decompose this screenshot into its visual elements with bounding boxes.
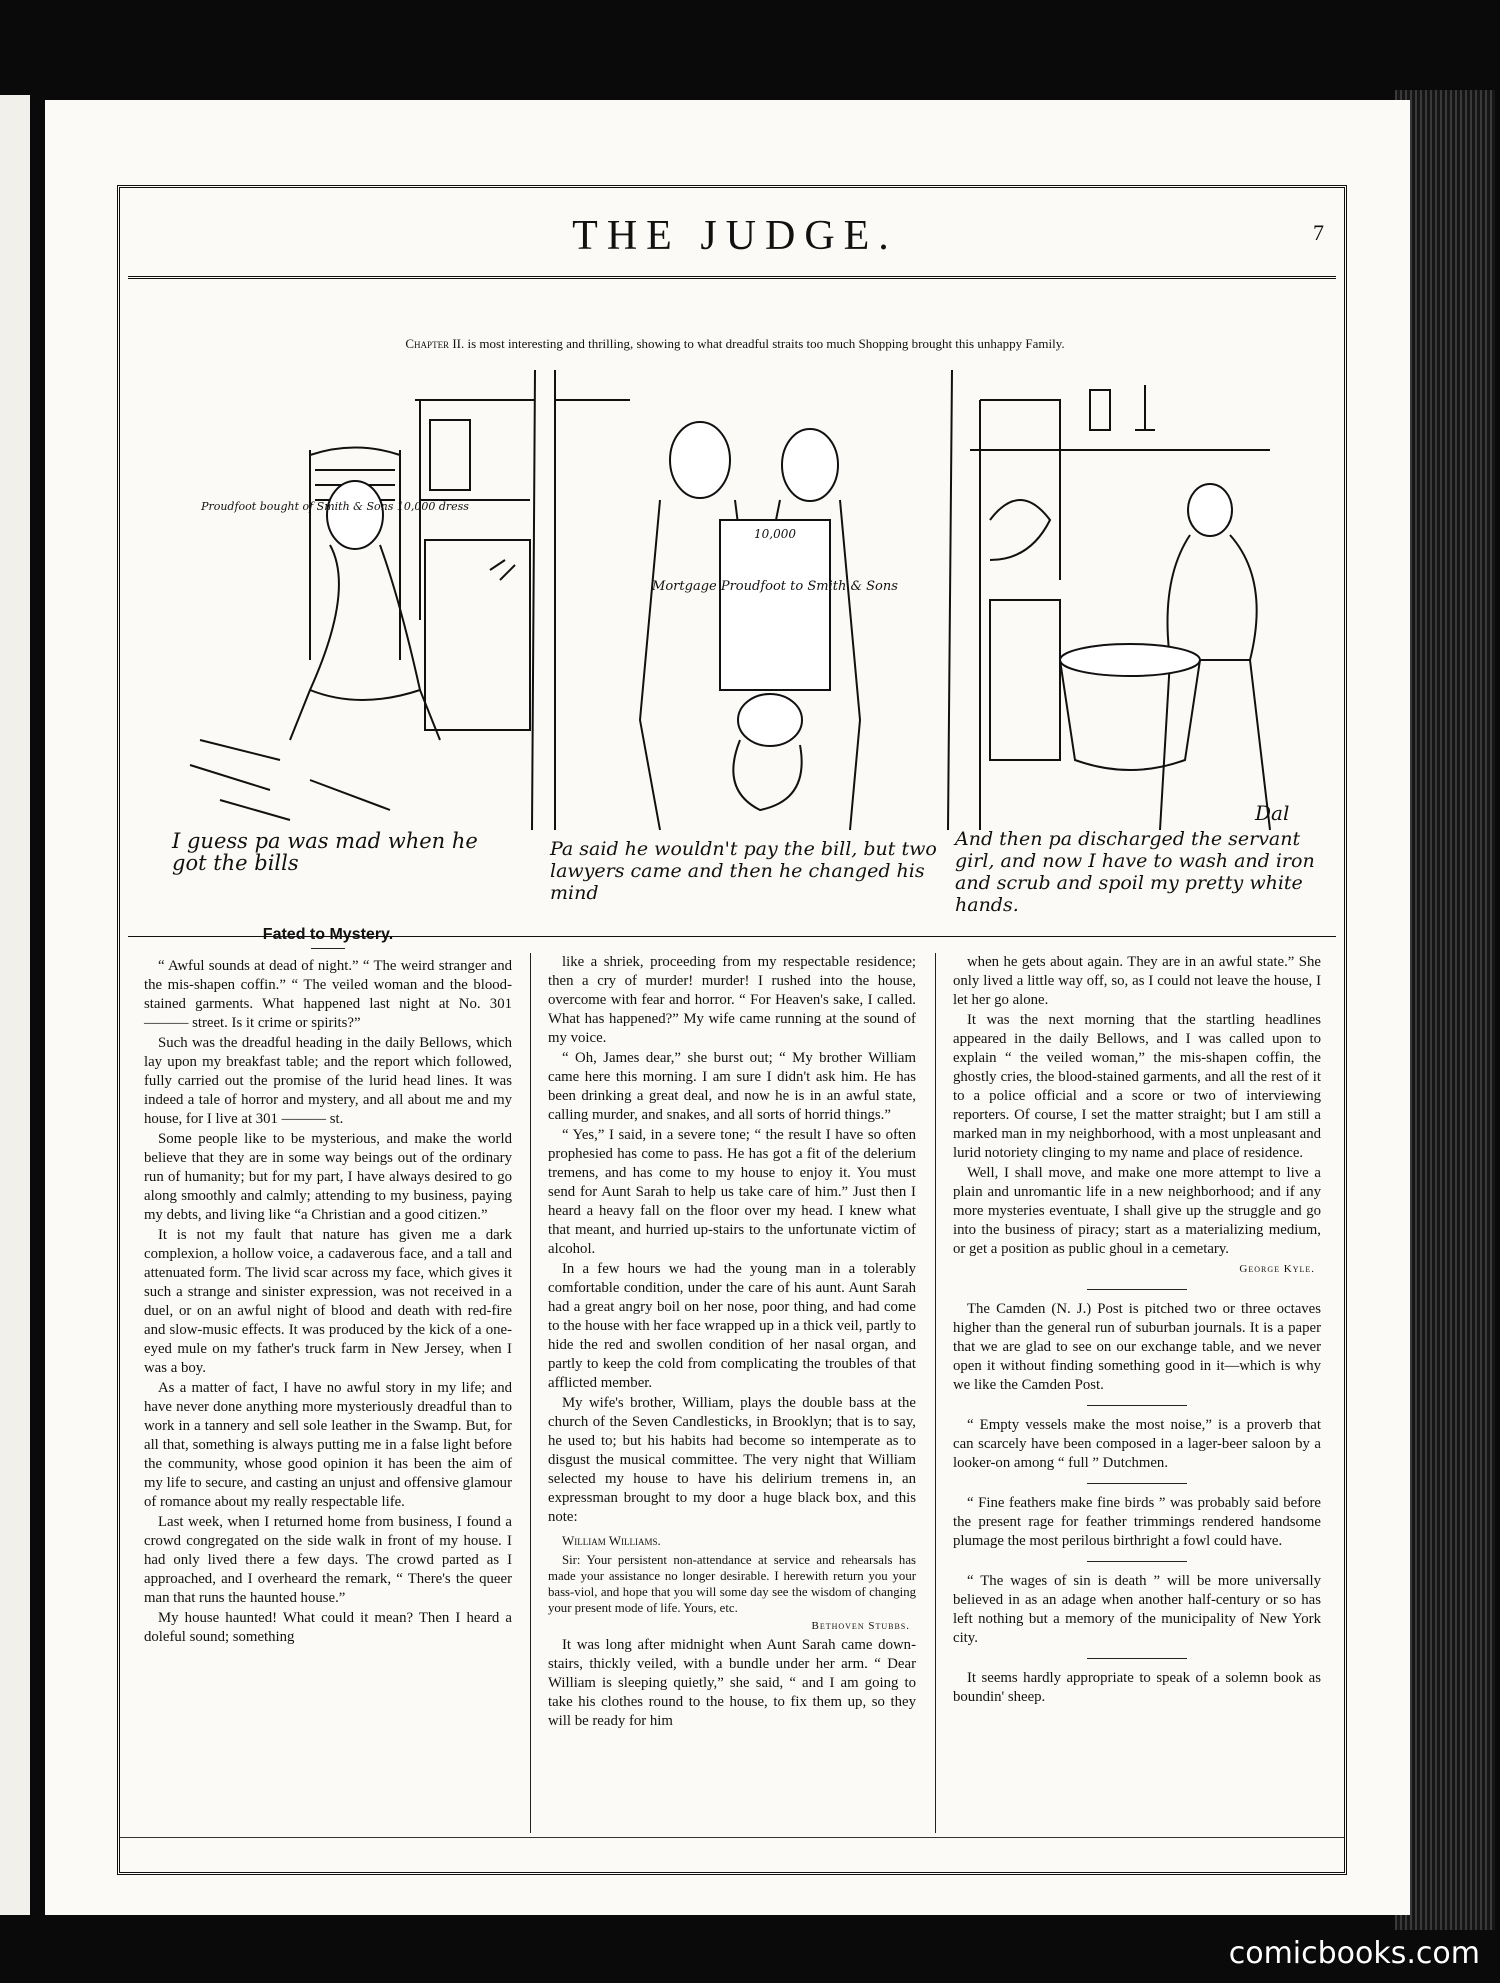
page-frame bbox=[117, 185, 1347, 1875]
facing-page-edge bbox=[0, 95, 30, 1915]
article-author: George Kyle. bbox=[1239, 1263, 1315, 1275]
site-watermark: comicbooks.com bbox=[1228, 1936, 1480, 1971]
cartoon-caption bbox=[120, 336, 1350, 352]
title-rule bbox=[311, 948, 345, 949]
newspaper-page bbox=[45, 100, 1410, 1915]
article-paragraph: As a matter of fact, I have no awful story in my life; and have never done anything more mysteriously dreadful than to work in a tannery and sell sole leather in the Swamp. But, for all that, something is always putting me in a false light before the community, whose good opinion it has been the aim of my life to secure, and casting an unjust and offensive glamour of romance about my really respectable life. bbox=[144, 1380, 512, 1510]
separator-rule bbox=[1087, 1289, 1187, 1290]
article-paragraph: “ Oh, James dear,” she burst out; “ My brother William came here this morning. I am sure I didn't ask him. He has been drinking a great deal, and now he is in an awful state, calling murder, and snakes, and all sorts of horrid things.” bbox=[548, 1050, 916, 1123]
panel2-amount-text: 10,000 bbox=[754, 527, 796, 541]
wages-of-sin-paragraph: “ The wages of sin is death ” will be more universally believed in as an adage when another half-century or so has left nothing but a memory of the municipality of New York city. bbox=[953, 1573, 1321, 1646]
article-paragraph: Some people like to be mysterious, and make the world believe that they are in some way beings out of the ordinary run of humanity; but for my part, I have always desired to go along smoothly and calmly; attending to my business, paying my debts, and living like “a Christian and a good citizen.” bbox=[144, 1131, 512, 1223]
panel2-caption: Pa said he wouldn't pay the bill, but two lawyers came and then he changed his mind bbox=[550, 838, 937, 904]
chapter-label: Chapter II. bbox=[405, 336, 465, 351]
camden-paragraph: The Camden (N. J.) Post is pitched two or three octaves higher than the general run of suburban journals. It is a paper that we are glad to see on our exchange table, and we never open it without finding something good in it—which is why we like the Camden Post. bbox=[953, 1301, 1321, 1393]
article-paragraph: My house haunted! What could it mean? Then I heard a doleful sound; something bbox=[144, 1610, 512, 1645]
masthead-title: THE JUDGE. bbox=[572, 213, 898, 259]
book-page-edges bbox=[1395, 90, 1495, 1930]
empty-vessels-paragraph: “ Empty vessels make the most noise,” is a proverb that can scarcely have been composed in a lager-beer saloon by a looker-on among “ full ” Dutchmen. bbox=[953, 1417, 1321, 1471]
panel2-mortgage-text: Mortgage Proudfoot to Smith & Sons bbox=[652, 579, 898, 594]
article-paragraph: like a shriek, proceeding from my respectable residence; then a cry of murder! murder! I rushed into the house, overcome with fear and horror. “ For Heaven's sake, I called. What has happened?” My wife came running at the sound of my voice. bbox=[548, 954, 916, 1046]
article-paragraph: It was the next morning that the startling headlines appeared in the daily Bellows, and I was called upon to explain “ the veiled woman,” the mis-shapen coffin, the ghostly cries, the blood-stained garments, and all the rest of it to a police official and a score or two of interviewing reporters. Of course, I set the matter straight; but I am still a marked man in my neighborhood, with a most unpleasant and lurid notoriety clinging to my name and place of residence. bbox=[953, 1012, 1321, 1161]
footer-rule bbox=[120, 1837, 1344, 1838]
page-number: 7 bbox=[1313, 220, 1324, 245]
article-paragraph: Last week, when I returned home from business, I found a crowd congregated on the side walk in front of my house. I had only lived there a few days. The crowd parted as I approached, and I overheard the remark, “ There's the queer man that runs the haunted house.” bbox=[144, 1514, 512, 1606]
article-paragraph: It was long after midnight when Aunt Sarah came down-stairs, thickly veiled, with a bundle under her arm. “ Dear William is sleeping quietly,” she said, “ and I am going to take his clothes round to the house, to fix them up, so they will be ready for him bbox=[548, 1637, 916, 1729]
article-paragraph: when he gets about again. They are in an awful state.” She only lived a little way off, so, as I could not leave the house, I let her go alone. bbox=[953, 954, 1321, 1008]
separator-rule bbox=[1087, 1405, 1187, 1406]
letter-signature: Bethoven Stubbs. bbox=[811, 1620, 910, 1632]
separator-rule bbox=[1087, 1483, 1187, 1484]
column-divider bbox=[935, 953, 936, 1833]
article-paragraph: It is not my fault that nature has given me a dark complexion, a hollow voice, a cadaverous face, and a tall and attenuated form. The livid scar across my face, which gives it such a strange and sinister expression, was not received in a duel, or on an awful night of blood and death with red-fire and slow-music effects. It was produced by the kick of a one-eyed mule on my father's truck farm in New Jersey, when I was a boy. bbox=[144, 1227, 512, 1376]
caption-text: is most interesting and thrilling, showing to what dreadful straits too much Shopping brought this unhappy Family. bbox=[464, 336, 1065, 351]
fine-feathers-paragraph: “ Fine feathers make fine birds ” was probably said before the present rage for feather trimmings rendered handsome plumage the most perilous birthright a fowl could have. bbox=[953, 1495, 1321, 1549]
separator-rule bbox=[1087, 1561, 1187, 1562]
article-paragraph: “ Awful sounds at dead of night.” “ The weird stranger and the mis-shapen coffin.” “ The veiled woman and the blood-stained garments. What happened last night at No. 301 ——— street. Is it crime or spirits?” bbox=[144, 958, 512, 1031]
letter-body: Sir: Your persistent non-attendance at service and rehearsals has made your assistance no longer desirable. I herewith return you your bass-viol, and hope that you will some day see the wisdom of changing your present mode of life. Yours, etc. bbox=[548, 1553, 916, 1615]
article-title: Fated to Mystery. bbox=[262, 926, 394, 943]
column-3 bbox=[953, 953, 1321, 1708]
solemn-book-paragraph: It seems hardly appropriate to speak of a solemn book as boundin' sheep. bbox=[953, 1670, 1321, 1705]
artist-signature: Dal bbox=[1255, 801, 1290, 825]
article-paragraph: My wife's brother, William, plays the double bass at the church of the Seven Candlesticks, in Brooklyn; that is to say, he used to; but his habits had become so intemperate as to disgust the musical committee. The very night that William selected my house to have his delirium tremens in, an expressman brought to my door a huge black box, and this note: bbox=[548, 1395, 916, 1525]
article-paragraph: In a few hours we had the young man in a tolerably comfortable condition, under the care of his aunt. Aunt Sarah had a great angry boil on her nose, poor thing, and had come to the house with her face wrapped up in a thick veil, partly to hide the red and swollen condition of her nasal organ, and partly to keep the cold from complicating the troubles of that afflicted member. bbox=[548, 1261, 916, 1391]
separator-rule bbox=[1087, 1658, 1187, 1659]
text-columns bbox=[130, 926, 1335, 1853]
panel1-bill-text: Proudfoot bought of Smith & Sons 10,000 dress bbox=[201, 500, 469, 513]
article-paragraph: “ Yes,” I said, in a severe tone; “ the result I have so often prophesied has come to pass. He has got a fit of the delerium tremens, and has come to my house to enjoy it. You must send for Aunt Sarah to help us take care of him.” Just then I heard a heavy fall on the floor over my head. I knew what that meant, and hurried up-stairs to the unfortunate victim of alcohol. bbox=[548, 1127, 916, 1257]
panel3-caption: And then pa discharged the servant girl, and now I have to wash and iron and scrub and spoil my pretty white hands. bbox=[955, 828, 1315, 916]
article-paragraph: Such was the dreadful heading in the daily Bellows, which lay upon my breakfast table; and the report which followed, fully carried out the promise of the lurid head lines. It was indeed a tale of horror and mystery, and all about me and my house, for I live at 301 ——— st. bbox=[144, 1035, 512, 1127]
panel1-caption: I guess pa was mad when he got the bills bbox=[172, 829, 478, 875]
masthead-rule bbox=[128, 276, 1336, 279]
column-divider bbox=[530, 953, 531, 1833]
column-2 bbox=[548, 953, 916, 1732]
column-1 bbox=[144, 926, 512, 1648]
letter-addressee: William Williams. bbox=[562, 1533, 661, 1548]
cartoon-illustration bbox=[160, 360, 1300, 885]
article-paragraph: Well, I shall move, and make one more attempt to live a plain and unromantic life in a new neighborhood; and if any more mysteries eventuate, I shall give up the struggle and go into the business of piracy; start as a materializing medium, or get a position as public ghoul in a cemetary. bbox=[953, 1165, 1321, 1257]
